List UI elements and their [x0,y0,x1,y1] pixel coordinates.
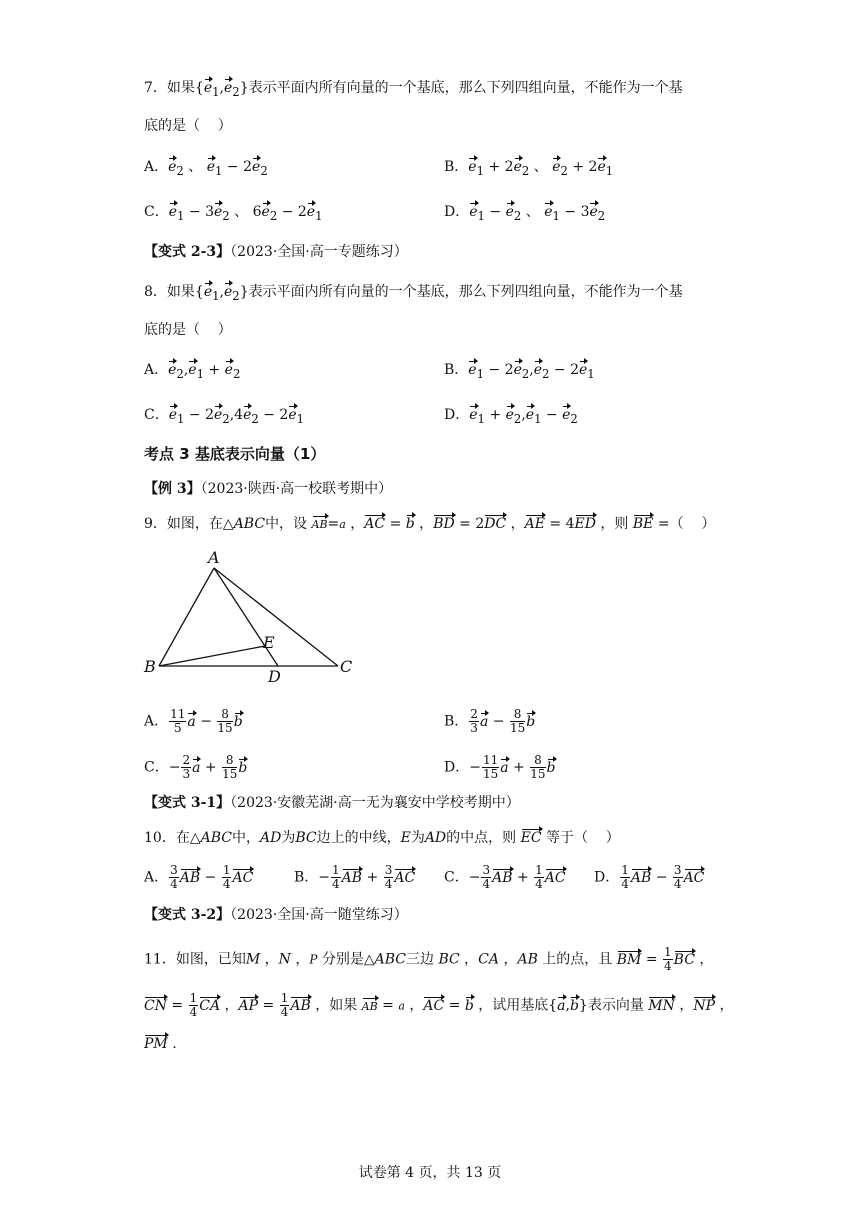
figure-label-a: A [208,548,220,567]
variant-source: （2023·全国·高一专题练习） [230,244,408,260]
q9-stem: 9．如图，在△ABC中，设 AB=a ，AC = b ，BD = 2DC ，AE = 4ED ，则 BE =（ ） [144,514,715,535]
q11-stem-line3: PM . [144,1036,177,1052]
q10-option-d[interactable]: D． $\frac{1}{4}$ AB − $\frac{3}{4}$ AC [594,863,705,891]
variant-3-2-header [144,905,408,925]
figure-label-c: C [340,657,353,676]
variant-source: （2023·安徽芜湖·高一无为襄安中学校考期中） [230,795,520,811]
q9-option-a[interactable]: A． $\frac{11}{5}$ a − $\frac{8}{15}$ b [144,707,243,735]
q7-option-c[interactable]: C．$e_1 - 3e_2$ 、 $6e_2 - 2e_1$ [144,204,323,223]
q9-option-b[interactable]: B． $\frac{2}{3}$ a − $\frac{8}{15}$ b [444,707,536,735]
q7-option-d[interactable]: D．$e_1 - e_2$ 、 $e_1 - 3e_2$ [444,204,606,223]
q9-option-c[interactable]: C．− $\frac{2}{3}$ a + $\frac{8}{15}$ b [144,753,248,781]
example-3-header [144,479,392,499]
variant-source: （2023·全国·高一随堂练习） [230,907,408,923]
q8-option-b[interactable]: B．$e_1 - 2e_2,e_2 - 2e_1$ [444,362,595,381]
section-title: 考点 3 基底表示向量（1） [144,445,326,463]
q11-stem-line2: CN = $\frac{1}{4}$ CA ，AP = $\frac{1}{4}$ AB ，如果 AB = a ，AC = b ，试用基底{a,b}表示向量 MN ，NP ， [144,991,734,1019]
q8-stem-line2: 底的是（ ） [144,322,232,338]
variant-label: 【变式 3-1】 [144,795,231,811]
q8-option-c[interactable]: C．$e_1 - 2e_2,4e_2 - 2e_1$ [144,407,305,426]
example-label: 【例 3】 [144,481,201,497]
variant-3-1-header [144,793,520,813]
triangle-figure [140,548,370,688]
q10-option-c[interactable]: C．− $\frac{3}{4}$ AB + $\frac{1}{4}$ AC [444,863,566,891]
figure-label-b: B [144,657,156,676]
q7-stem-line2: 底的是（ ） [144,118,232,134]
q9-option-d[interactable]: D．− $\frac{11}{15}$ a + $\frac{8}{15}$ b [444,753,556,781]
variant-2-3-header [144,242,408,262]
figure-label-d: D [268,667,281,686]
figure-label-e: E [263,633,275,652]
q10-option-b[interactable]: B．− $\frac{1}{4}$ AB + $\frac{3}{4}$ AC [294,863,416,891]
variant-label: 【变式 3-2】 [144,907,231,923]
q10-option-a[interactable]: A． $\frac{3}{4}$ AB − $\frac{1}{4}$ AC [144,863,254,891]
page-footer: 试卷第 4 页，共 13 页 [358,1165,502,1181]
variant-label: 【变式 2-3】 [144,244,231,260]
q8-option-a[interactable]: A．$e_2,e_1 + e_2$ [144,362,241,381]
q7-option-b[interactable]: B．$e_1 + 2e_2$ 、 $e_2 + 2e_1$ [444,159,614,178]
q8-stem-line1: 8．如果$\{e_1,e_2\}$表示平面内所有向量的一个基底，那么下列四组向量，不能作为一个基 [144,284,683,303]
q8-option-d[interactable]: D．$e_1 + e_2,e_1 - e_2$ [444,407,578,426]
q10-stem: 10．在△ABC中，AD为BC边上的中线，E为AD的中点，则 EC 等于（ ） [144,830,620,846]
q7-option-a[interactable]: A．$e_2$ 、 $e_1 - 2e_2$ [144,159,268,178]
example-source: （2023·陕西·高一校联考期中） [200,481,393,497]
q7-stem-line1: 7．如果$\{e_1,e_2\}$表示平面内所有向量的一个基底，那么下列四组向量，不能作为一个基 [144,80,683,99]
q11-stem-line1: 11．如图，已知M ，N ，P 分别是△ABC三边 BC ，CA ，AB 上的点，且 BM = $\frac{1}{4}$ BC ， [144,945,714,973]
